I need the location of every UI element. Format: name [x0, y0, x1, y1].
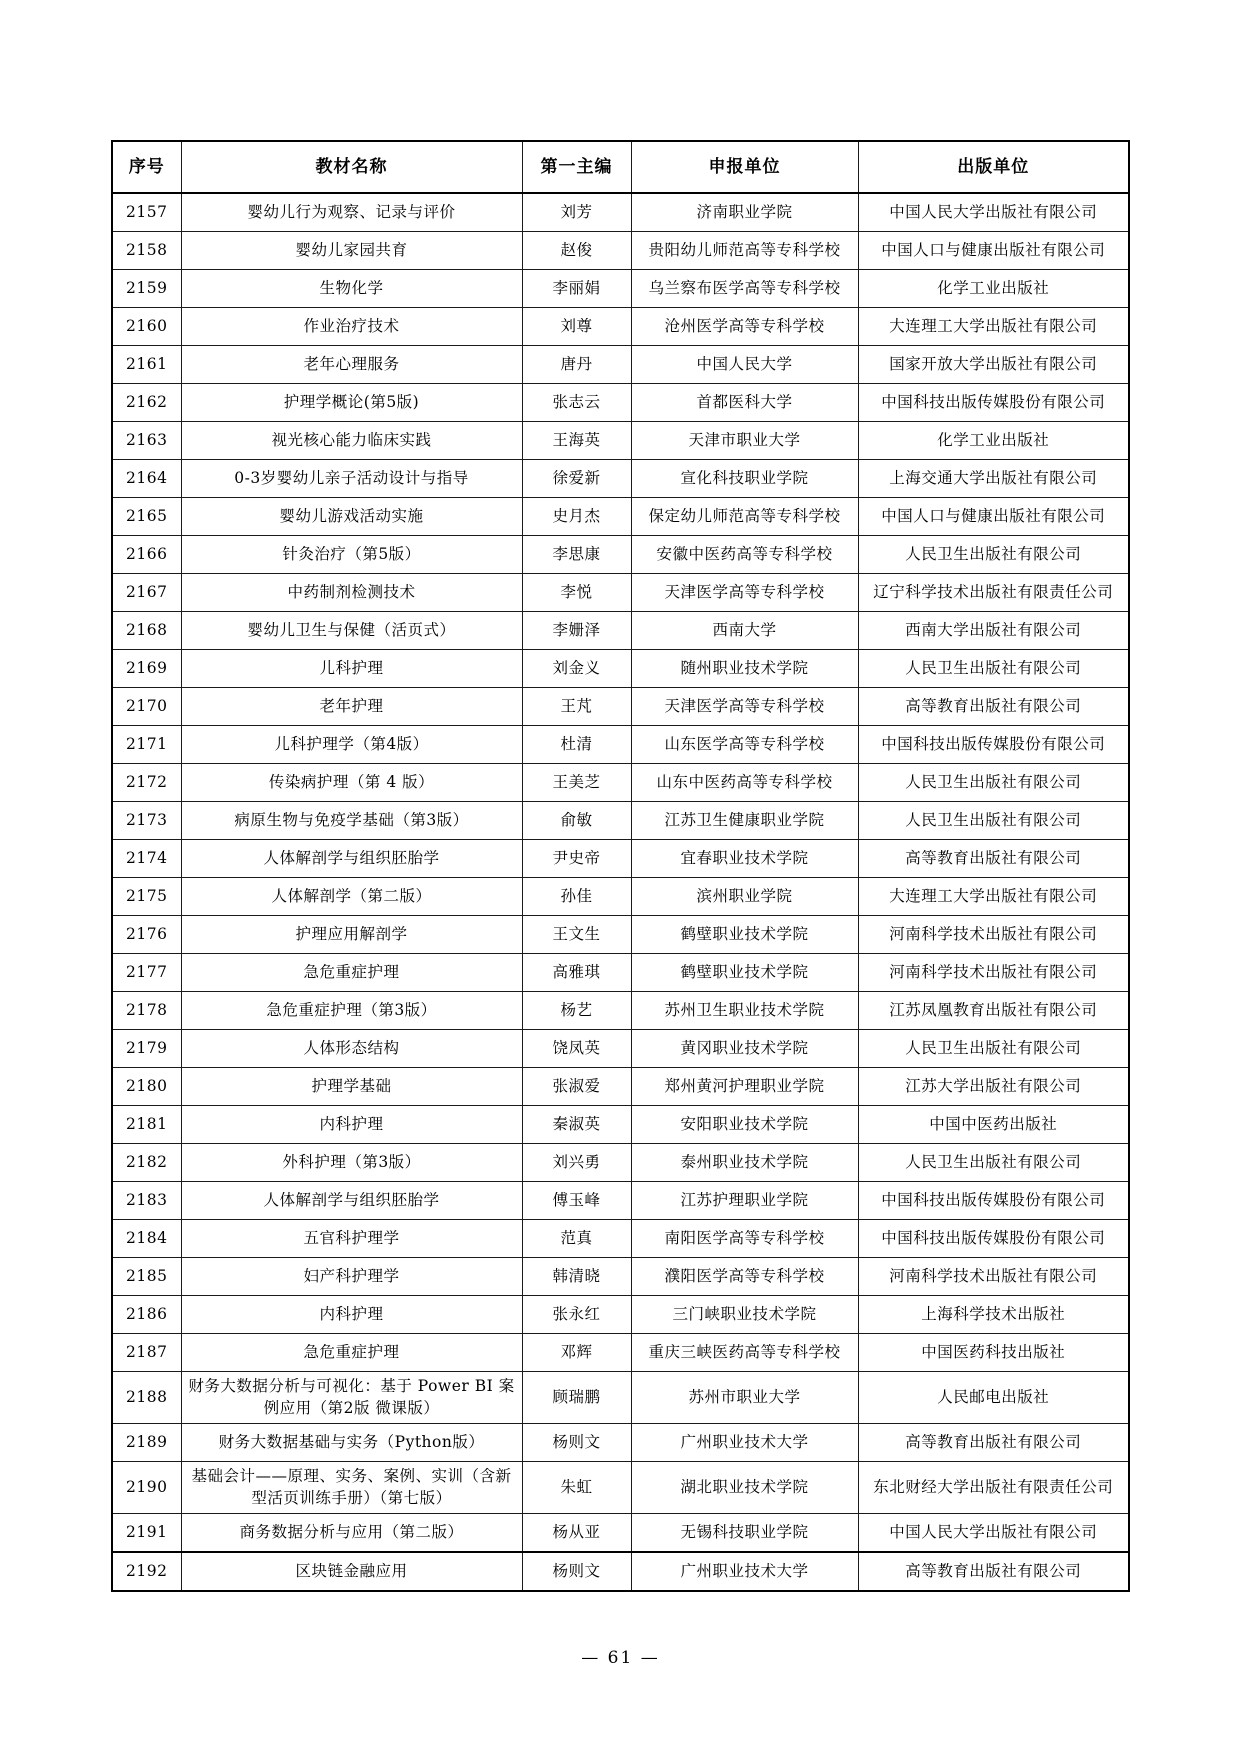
textbook-table-container: [111, 140, 1128, 1592]
cell-seq: 2192: [112, 1552, 181, 1591]
cell-seq: 2185: [112, 1258, 181, 1296]
cell-publisher: 中国人口与健康出版社有限公司: [858, 232, 1129, 270]
table-row: [112, 1296, 1129, 1334]
cell-publisher: 中国中医药出版社: [858, 1106, 1129, 1144]
cell-seq: 2159: [112, 270, 181, 308]
table-row: [112, 574, 1129, 612]
cell-unit: 苏州市职业大学: [631, 1372, 858, 1424]
cell-seq: 2167: [112, 574, 181, 612]
cell-seq: 2166: [112, 536, 181, 574]
cell-title: 内科护理: [181, 1296, 522, 1334]
table-row: [112, 1258, 1129, 1296]
cell-title: 护理应用解剖学: [181, 916, 522, 954]
cell-publisher: 河南科学技术出版社有限公司: [858, 954, 1129, 992]
cell-publisher: 人民卫生出版社有限公司: [858, 536, 1129, 574]
textbook-table: [111, 140, 1130, 1592]
cell-seq: 2186: [112, 1296, 181, 1334]
cell-unit: 濮阳医学高等专科学校: [631, 1258, 858, 1296]
cell-publisher: 辽宁科学技术出版社有限责任公司: [858, 574, 1129, 612]
cell-editor: 刘芳: [522, 193, 631, 232]
cell-seq: 2191: [112, 1513, 181, 1552]
cell-unit: 天津市职业大学: [631, 422, 858, 460]
cell-unit: 安徽中医药高等专科学校: [631, 536, 858, 574]
table-row: [112, 346, 1129, 384]
cell-title: 护理学基础: [181, 1068, 522, 1106]
cell-seq: 2158: [112, 232, 181, 270]
cell-title: 传染病护理（第 4 版）: [181, 764, 522, 802]
cell-title: 婴幼儿游戏活动实施: [181, 498, 522, 536]
cell-title: 急危重症护理: [181, 1334, 522, 1372]
cell-seq: 2171: [112, 726, 181, 764]
cell-seq: 2160: [112, 308, 181, 346]
cell-seq: 2172: [112, 764, 181, 802]
cell-unit: 广州职业技术大学: [631, 1552, 858, 1591]
cell-publisher: 上海科学技术出版社: [858, 1296, 1129, 1334]
cell-unit: 鹤壁职业技术学院: [631, 954, 858, 992]
header-editor: 第一主编: [522, 141, 631, 193]
cell-unit: 江苏护理职业学院: [631, 1182, 858, 1220]
cell-unit: 山东医学高等专科学校: [631, 726, 858, 764]
table-row: [112, 308, 1129, 346]
cell-unit: 滨州职业学院: [631, 878, 858, 916]
cell-unit: 西南大学: [631, 612, 858, 650]
cell-seq: 2162: [112, 384, 181, 422]
cell-editor: 刘尊: [522, 308, 631, 346]
cell-publisher: 中国科技出版传媒股份有限公司: [858, 1182, 1129, 1220]
cell-seq: 2163: [112, 422, 181, 460]
table-header-row: [112, 141, 1129, 193]
cell-title: 中药制剂检测技术: [181, 574, 522, 612]
table-row: [112, 1423, 1129, 1461]
cell-unit: 济南职业学院: [631, 193, 858, 232]
cell-unit: 沧州医学高等专科学校: [631, 308, 858, 346]
cell-editor: 王文生: [522, 916, 631, 954]
table-row: [112, 1220, 1129, 1258]
table-row: [112, 1372, 1129, 1424]
cell-editor: 李悦: [522, 574, 631, 612]
cell-publisher: 中国人口与健康出版社有限公司: [858, 498, 1129, 536]
cell-editor: 张永红: [522, 1296, 631, 1334]
cell-editor: 杜清: [522, 726, 631, 764]
cell-editor: 王海英: [522, 422, 631, 460]
cell-unit: 黄冈职业技术学院: [631, 1030, 858, 1068]
cell-publisher: 中国科技出版传媒股份有限公司: [858, 384, 1129, 422]
cell-title: 五官科护理学: [181, 1220, 522, 1258]
table-body: [112, 193, 1129, 1591]
cell-unit: 宜春职业技术学院: [631, 840, 858, 878]
cell-editor: 李姗泽: [522, 612, 631, 650]
cell-seq: 2180: [112, 1068, 181, 1106]
cell-editor: 王美芝: [522, 764, 631, 802]
table-row: [112, 422, 1129, 460]
cell-seq: 2187: [112, 1334, 181, 1372]
cell-editor: 尹史帝: [522, 840, 631, 878]
cell-title: 婴幼儿行为观察、记录与评价: [181, 193, 522, 232]
table-row: [112, 1030, 1129, 1068]
table-row: [112, 1068, 1129, 1106]
cell-title: 护理学概论(第5版): [181, 384, 522, 422]
cell-editor: 杨从亚: [522, 1513, 631, 1552]
cell-publisher: 国家开放大学出版社有限公司: [858, 346, 1129, 384]
header-publisher: 出版单位: [858, 141, 1129, 193]
table-row: [112, 232, 1129, 270]
cell-unit: 山东中医药高等专科学校: [631, 764, 858, 802]
cell-seq: 2176: [112, 916, 181, 954]
cell-editor: 傅玉峰: [522, 1182, 631, 1220]
cell-editor: 韩清晓: [522, 1258, 631, 1296]
cell-title: 人体解剖学与组织胚胎学: [181, 1182, 522, 1220]
cell-seq: 2165: [112, 498, 181, 536]
cell-editor: 范真: [522, 1220, 631, 1258]
cell-seq: 2161: [112, 346, 181, 384]
cell-editor: 张志云: [522, 384, 631, 422]
cell-editor: 俞敏: [522, 802, 631, 840]
cell-publisher: 西南大学出版社有限公司: [858, 612, 1129, 650]
cell-title: 外科护理（第3版）: [181, 1144, 522, 1182]
cell-title: 婴幼儿卫生与保健（活页式）: [181, 612, 522, 650]
cell-seq: 2188: [112, 1372, 181, 1424]
cell-title: 0-3岁婴幼儿亲子活动设计与指导: [181, 460, 522, 498]
cell-seq: 2182: [112, 1144, 181, 1182]
table-row: [112, 1182, 1129, 1220]
cell-editor: 刘金义: [522, 650, 631, 688]
cell-title: 婴幼儿家园共育: [181, 232, 522, 270]
cell-title: 人体形态结构: [181, 1030, 522, 1068]
cell-publisher: 大连理工大学出版社有限公司: [858, 308, 1129, 346]
cell-unit: 天津医学高等专科学校: [631, 574, 858, 612]
cell-publisher: 中国医药科技出版社: [858, 1334, 1129, 1372]
table-row: [112, 612, 1129, 650]
cell-title: 人体解剖学与组织胚胎学: [181, 840, 522, 878]
table-row: [112, 916, 1129, 954]
cell-title: 基础会计——原理、实务、案例、实训（含新型活页训练手册）（第七版）: [181, 1461, 522, 1513]
cell-publisher: 人民卫生出版社有限公司: [858, 1030, 1129, 1068]
header-unit: 申报单位: [631, 141, 858, 193]
cell-unit: 随州职业技术学院: [631, 650, 858, 688]
cell-unit: 泰州职业技术学院: [631, 1144, 858, 1182]
cell-unit: 江苏卫生健康职业学院: [631, 802, 858, 840]
cell-publisher: 上海交通大学出版社有限公司: [858, 460, 1129, 498]
cell-title: 视光核心能力临床实践: [181, 422, 522, 460]
table-row: [112, 1144, 1129, 1182]
cell-unit: 鹤壁职业技术学院: [631, 916, 858, 954]
cell-publisher: 人民卫生出版社有限公司: [858, 650, 1129, 688]
cell-publisher: 高等教育出版社有限公司: [858, 840, 1129, 878]
cell-title: 病原生物与免疫学基础（第3版）: [181, 802, 522, 840]
cell-seq: 2173: [112, 802, 181, 840]
table-row: [112, 536, 1129, 574]
cell-unit: 保定幼儿师范高等专科学校: [631, 498, 858, 536]
table-row: [112, 878, 1129, 916]
cell-seq: 2184: [112, 1220, 181, 1258]
table-row: [112, 802, 1129, 840]
table-row: [112, 270, 1129, 308]
table-row: [112, 498, 1129, 536]
cell-unit: 首都医科大学: [631, 384, 858, 422]
cell-editor: 李思康: [522, 536, 631, 574]
cell-publisher: 中国科技出版传媒股份有限公司: [858, 1220, 1129, 1258]
cell-unit: 南阳医学高等专科学校: [631, 1220, 858, 1258]
table-row: [112, 764, 1129, 802]
cell-editor: 徐爱新: [522, 460, 631, 498]
cell-editor: 杨艺: [522, 992, 631, 1030]
cell-publisher: 中国科技出版传媒股份有限公司: [858, 726, 1129, 764]
cell-seq: 2177: [112, 954, 181, 992]
cell-publisher: 人民卫生出版社有限公司: [858, 802, 1129, 840]
cell-unit: 重庆三峡医药高等专科学校: [631, 1334, 858, 1372]
header-seq: 序号: [112, 141, 181, 193]
cell-unit: 广州职业技术大学: [631, 1423, 858, 1461]
cell-seq: 2164: [112, 460, 181, 498]
cell-title: 儿科护理: [181, 650, 522, 688]
cell-unit: 乌兰察布医学高等专科学校: [631, 270, 858, 308]
cell-seq: 2178: [112, 992, 181, 1030]
cell-title: 财务大数据分析与可视化：基于 Power BI 案例应用（第2版 微课版）: [181, 1372, 522, 1424]
cell-title: 人体解剖学（第二版）: [181, 878, 522, 916]
cell-publisher: 化学工业出版社: [858, 270, 1129, 308]
cell-editor: 刘兴勇: [522, 1144, 631, 1182]
table-row: [112, 726, 1129, 764]
cell-title: 生物化学: [181, 270, 522, 308]
table-row: [112, 384, 1129, 422]
cell-editor: 邓辉: [522, 1334, 631, 1372]
cell-seq: 2183: [112, 1182, 181, 1220]
cell-publisher: 江苏凤凰教育出版社有限公司: [858, 992, 1129, 1030]
cell-title: 财务大数据基础与实务（Python版）: [181, 1423, 522, 1461]
cell-unit: 苏州卫生职业技术学院: [631, 992, 858, 1030]
cell-title: 急危重症护理（第3版）: [181, 992, 522, 1030]
cell-editor: 高雅琪: [522, 954, 631, 992]
cell-publisher: 江苏大学出版社有限公司: [858, 1068, 1129, 1106]
cell-publisher: 东北财经大学出版社有限责任公司: [858, 1461, 1129, 1513]
cell-unit: 贵阳幼儿师范高等专科学校: [631, 232, 858, 270]
cell-editor: 唐丹: [522, 346, 631, 384]
cell-seq: 2168: [112, 612, 181, 650]
header-title: 教材名称: [181, 141, 522, 193]
cell-publisher: 中国人民大学出版社有限公司: [858, 1513, 1129, 1552]
cell-editor: 秦淑英: [522, 1106, 631, 1144]
cell-seq: 2170: [112, 688, 181, 726]
table-header: [112, 141, 1129, 193]
cell-title: 妇产科护理学: [181, 1258, 522, 1296]
cell-unit: 宣化科技职业学院: [631, 460, 858, 498]
cell-unit: 三门峡职业技术学院: [631, 1296, 858, 1334]
cell-editor: 朱虹: [522, 1461, 631, 1513]
cell-title: 商务数据分析与应用（第二版）: [181, 1513, 522, 1552]
cell-publisher: 大连理工大学出版社有限公司: [858, 878, 1129, 916]
cell-unit: 无锡科技职业学院: [631, 1513, 858, 1552]
table-row: [112, 688, 1129, 726]
cell-editor: 杨则文: [522, 1423, 631, 1461]
cell-unit: 湖北职业技术学院: [631, 1461, 858, 1513]
table-row: [112, 650, 1129, 688]
table-row: [112, 954, 1129, 992]
cell-publisher: 化学工业出版社: [858, 422, 1129, 460]
cell-unit: 天津医学高等专科学校: [631, 688, 858, 726]
table-row: [112, 1334, 1129, 1372]
cell-editor: 饶凤英: [522, 1030, 631, 1068]
table-row: [112, 1106, 1129, 1144]
cell-publisher: 中国人民大学出版社有限公司: [858, 193, 1129, 232]
cell-editor: 王芃: [522, 688, 631, 726]
table-row: [112, 460, 1129, 498]
cell-unit: 中国人民大学: [631, 346, 858, 384]
cell-seq: 2181: [112, 1106, 181, 1144]
page-number: — 61 —: [581, 1648, 660, 1668]
table-row: [112, 193, 1129, 232]
cell-title: 急危重症护理: [181, 954, 522, 992]
cell-unit: 安阳职业技术学院: [631, 1106, 858, 1144]
cell-publisher: 河南科学技术出版社有限公司: [858, 1258, 1129, 1296]
cell-title: 区块链金融应用: [181, 1552, 522, 1591]
cell-title: 内科护理: [181, 1106, 522, 1144]
table-row: [112, 1552, 1129, 1591]
cell-seq: 2169: [112, 650, 181, 688]
cell-publisher: 河南科学技术出版社有限公司: [858, 916, 1129, 954]
cell-publisher: 高等教育出版社有限公司: [858, 1552, 1129, 1591]
cell-seq: 2174: [112, 840, 181, 878]
cell-publisher: 人民卫生出版社有限公司: [858, 1144, 1129, 1182]
cell-title: 老年护理: [181, 688, 522, 726]
cell-title: 老年心理服务: [181, 346, 522, 384]
cell-editor: 孙佳: [522, 878, 631, 916]
table-row: [112, 1513, 1129, 1552]
cell-publisher: 人民卫生出版社有限公司: [858, 764, 1129, 802]
cell-editor: 史月杰: [522, 498, 631, 536]
cell-editor: 李丽娟: [522, 270, 631, 308]
cell-title: 针灸治疗（第5版）: [181, 536, 522, 574]
cell-editor: 杨则文: [522, 1552, 631, 1591]
cell-publisher: 人民邮电出版社: [858, 1372, 1129, 1424]
table-row: [112, 840, 1129, 878]
cell-seq: 2175: [112, 878, 181, 916]
cell-seq: 2189: [112, 1423, 181, 1461]
table-row: [112, 1461, 1129, 1513]
cell-publisher: 高等教育出版社有限公司: [858, 1423, 1129, 1461]
cell-seq: 2179: [112, 1030, 181, 1068]
cell-title: 作业治疗技术: [181, 308, 522, 346]
cell-unit: 郑州黄河护理职业学院: [631, 1068, 858, 1106]
cell-editor: 赵俊: [522, 232, 631, 270]
table-row: [112, 992, 1129, 1030]
cell-editor: 张淑爱: [522, 1068, 631, 1106]
cell-publisher: 高等教育出版社有限公司: [858, 688, 1129, 726]
cell-seq: 2190: [112, 1461, 181, 1513]
cell-seq: 2157: [112, 193, 181, 232]
cell-editor: 顾瑞鹏: [522, 1372, 631, 1424]
cell-title: 儿科护理学（第4版）: [181, 726, 522, 764]
